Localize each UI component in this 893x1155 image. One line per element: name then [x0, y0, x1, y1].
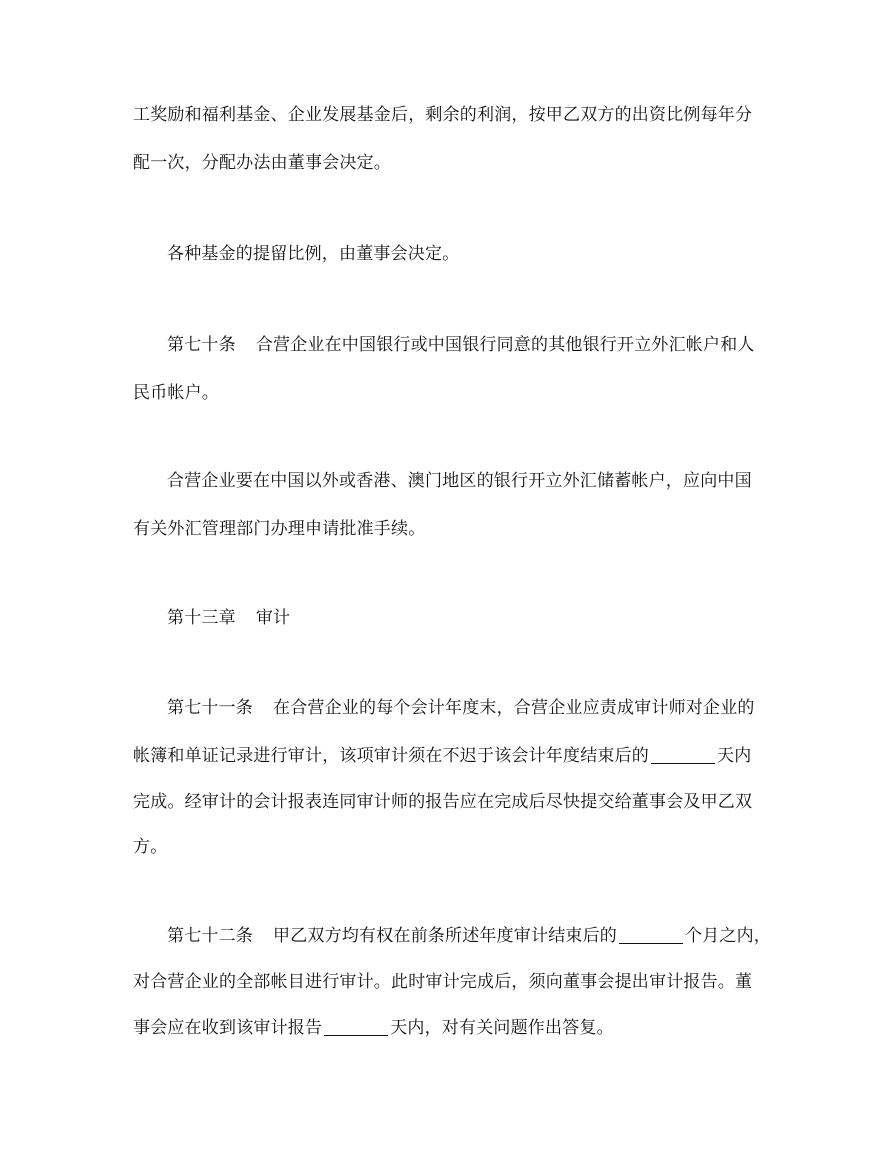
paragraph-foreign-account-line-2: 有关外汇管理部门办理申请批准手续。: [133, 519, 426, 539]
article-70-line-2: 民币帐户。: [133, 383, 219, 403]
article-72-number: 第七十二条: [167, 926, 253, 946]
article-71-line-2-text: 帐簿和单证记录进行审计，该项审计须在不迟于该会计年度结束后的: [133, 746, 649, 766]
article-71-line-1: [167, 697, 817, 719]
blank-field-reply-days: [324, 1017, 388, 1036]
chapter-heading: [167, 607, 817, 629]
paragraph-foreign-account-line-1: 合营企业要在中国以外或香港、澳门地区的银行开立外汇储蓄帐户，应向中国: [167, 471, 752, 491]
chapter-number: 第十三章: [167, 608, 236, 628]
article-71-line-2: [133, 745, 783, 767]
article-72-line-2: 对合营企业的全部帐目进行审计。此时审计完成后，须向董事会提出审计报告。董: [133, 972, 753, 992]
paragraph-profit-line-2: 配一次，分配办法由董事会决定。: [133, 153, 391, 173]
article-70-text: 合营企业在中国银行或中国银行同意的其他银行开立外汇帐户和人: [255, 335, 755, 355]
article-71-line-4: 方。: [133, 837, 168, 857]
article-72-line-1: [167, 925, 817, 947]
article-72-line-3: [133, 1017, 783, 1039]
paragraph-profit-line-1: 工奖励和福利基金、企业发展基金后，剩余的利润，按甲乙双方的出资比例每年分: [133, 105, 753, 125]
article-71-text: 在合营企业的每个会计年度末，合营企业应责成审计师对企业的: [273, 698, 755, 718]
blank-field-audit-days: [651, 745, 715, 764]
article-72-line-3-suffix: 天内，对有关问题作出答复。: [390, 1018, 614, 1038]
article-72-line-1-suffix: 个月之内，: [685, 926, 771, 946]
article-72-line-1-text: 甲乙双方均有权在前条所述年度审计结束后的: [273, 926, 617, 946]
blank-field-audit-months: [619, 925, 683, 944]
article-71-number: 第七十一条: [167, 698, 253, 718]
article-70-number: 第七十条: [167, 335, 236, 355]
article-72-line-3-text: 事会应在收到该审计报告: [133, 1018, 323, 1038]
article-71-line-2-suffix: 天内: [717, 746, 752, 766]
paragraph-fund-ratio: 各种基金的提留比例，由董事会决定。: [167, 244, 460, 264]
article-71-line-3: 完成。经审计的会计报表连同审计师的报告应在完成后尽快提交给董事会及甲乙双: [133, 792, 753, 812]
chapter-title: 审计: [255, 608, 291, 628]
article-70-line-1: [167, 334, 817, 356]
